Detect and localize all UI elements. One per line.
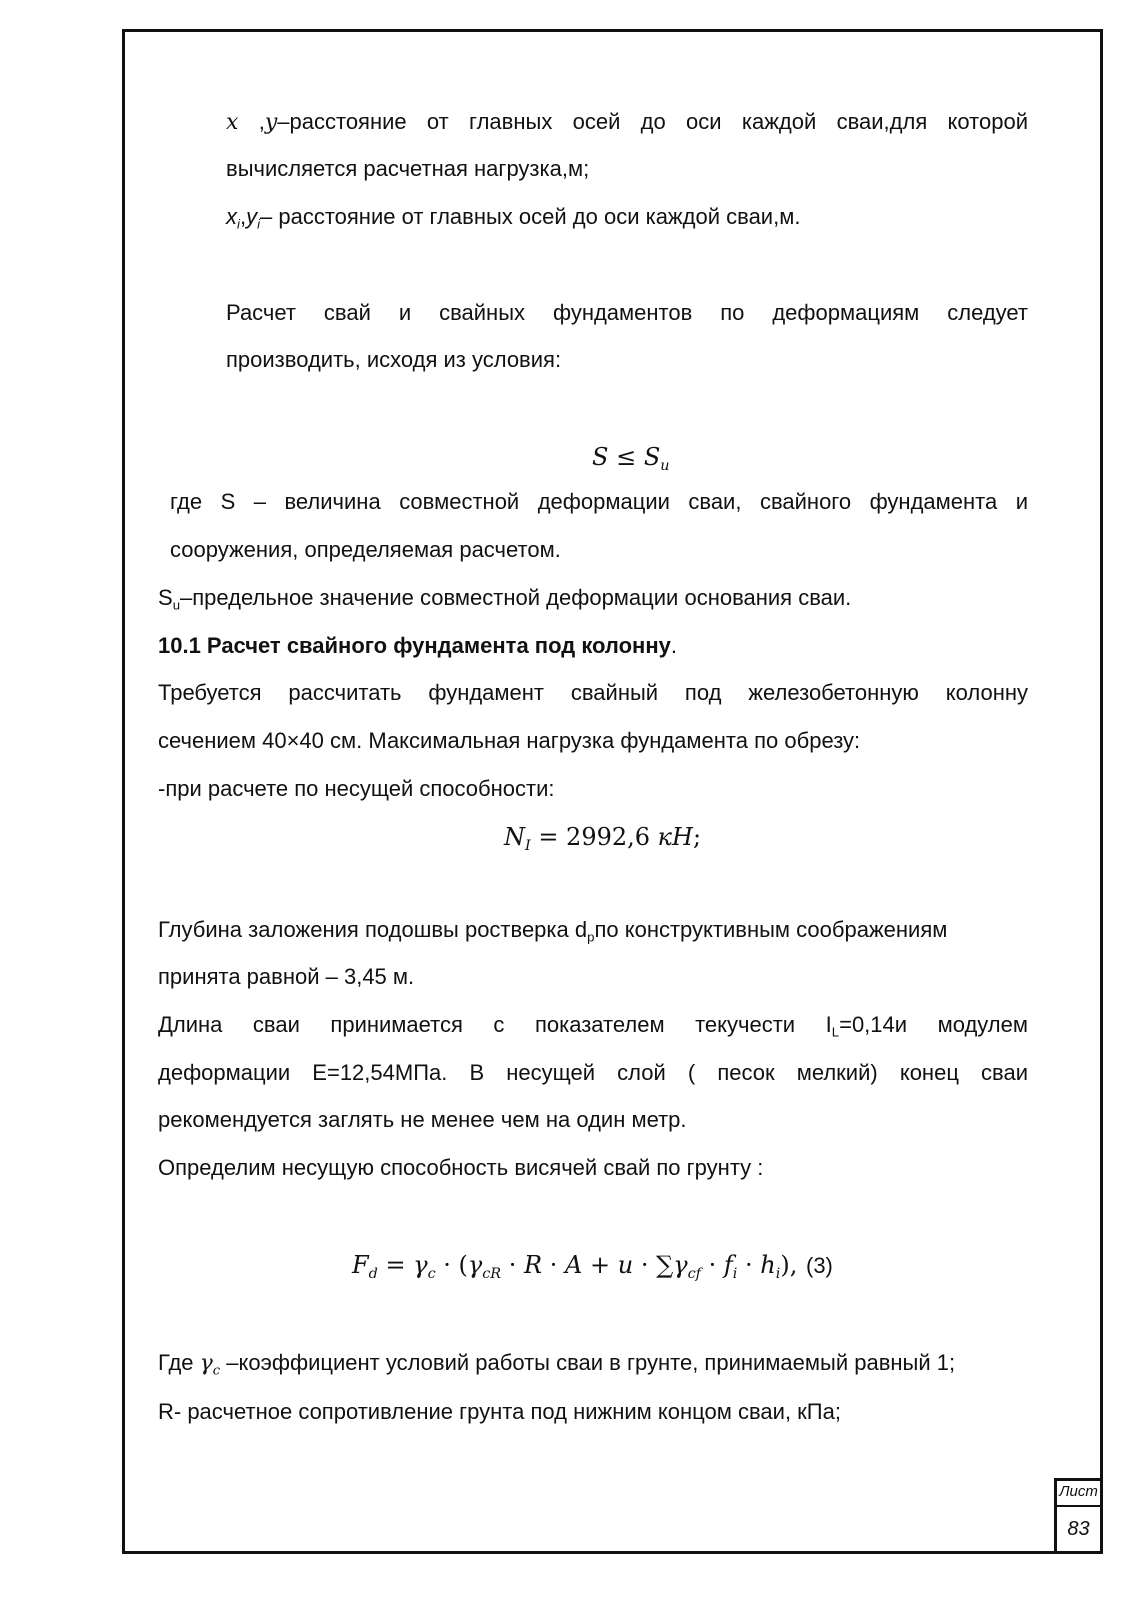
text-line-2: вычисляется расчетная нагрузка,м; — [226, 156, 590, 181]
text-line-13: принята равной – 3,45 м. — [158, 964, 415, 989]
formula-number: (3) — [806, 1253, 833, 1278]
sheet-stamp — [1054, 1478, 1103, 1554]
text-line-3: $x_i,y_i-$ расстояние от главных осей до оси каждой сваи,м. — [226, 204, 801, 232]
text-line-6: где S – величина совместной деформации сваи, свайного фундамента и — [170, 489, 1028, 514]
text-line-7: сооружения, определяемая расчетом. — [170, 537, 561, 562]
text-line-15: деформации E=12,54МПа. В несущей слой ( песок мелкий) конец сваи — [158, 1060, 1028, 1085]
formula-ni: $N_I = 2992,6$ кН; — [504, 823, 702, 855]
text-line-8: $S_u$–предельное значение совместной деформации основания сваи. — [158, 585, 852, 613]
text-line-1: x ,y–расстояние от главных осей до оси каждой сваи,для которой — [226, 109, 1028, 135]
sheet-number: 83 — [1067, 1518, 1090, 1540]
section-heading: 10.1 Расчет свайного фундамента под колонну. — [158, 633, 677, 658]
text-line-16: рекомендуется заглять не менее чем на один метр. — [158, 1107, 687, 1132]
sheet-label: Лист — [1057, 1481, 1100, 1507]
text-line-9: Требуется рассчитать фундамент свайный под железобетонную колонну — [158, 680, 1028, 705]
text-line-11: -при расчете по несущей способности: — [158, 776, 555, 801]
text-line-5: производить, исходя из условия: — [226, 347, 562, 372]
formula-fd: $F_d = \gamma_c \cdot (\gamma_{cR} \cdot R \cdot A + u \cdot \sum\gamma_{cf} \cdot f_i \cdot h_i)$, — [352, 1251, 798, 1283]
text-line-18: Где $\gamma_c$ –коэффициент условий работы сваи в грунте, принимаемый равный 1; — [158, 1350, 956, 1379]
text-line-17: Определим несущую способность висячей свай по грунту : — [158, 1155, 764, 1180]
text-line-14: Длина сваи принимается с показателем текучести $I_L=0,14и$ модулем — [158, 1012, 1029, 1040]
text-line-4: Расчет свай и свайных фундаментов по деформациям следует — [226, 300, 1028, 325]
text-line-12: Глубина заложения подошвы ростверка $d_рпо$ конструктивным соображениям — [158, 917, 948, 945]
formula-s-le-su: $S \le S_u$ — [592, 443, 670, 475]
text-line-10: сечением 40×40 см. Максимальная нагрузка фундамента по обрезу: — [158, 728, 861, 753]
text-line-19: R- расчетное сопротивление грунта под нижним концом сваи, кПа; — [158, 1399, 841, 1424]
